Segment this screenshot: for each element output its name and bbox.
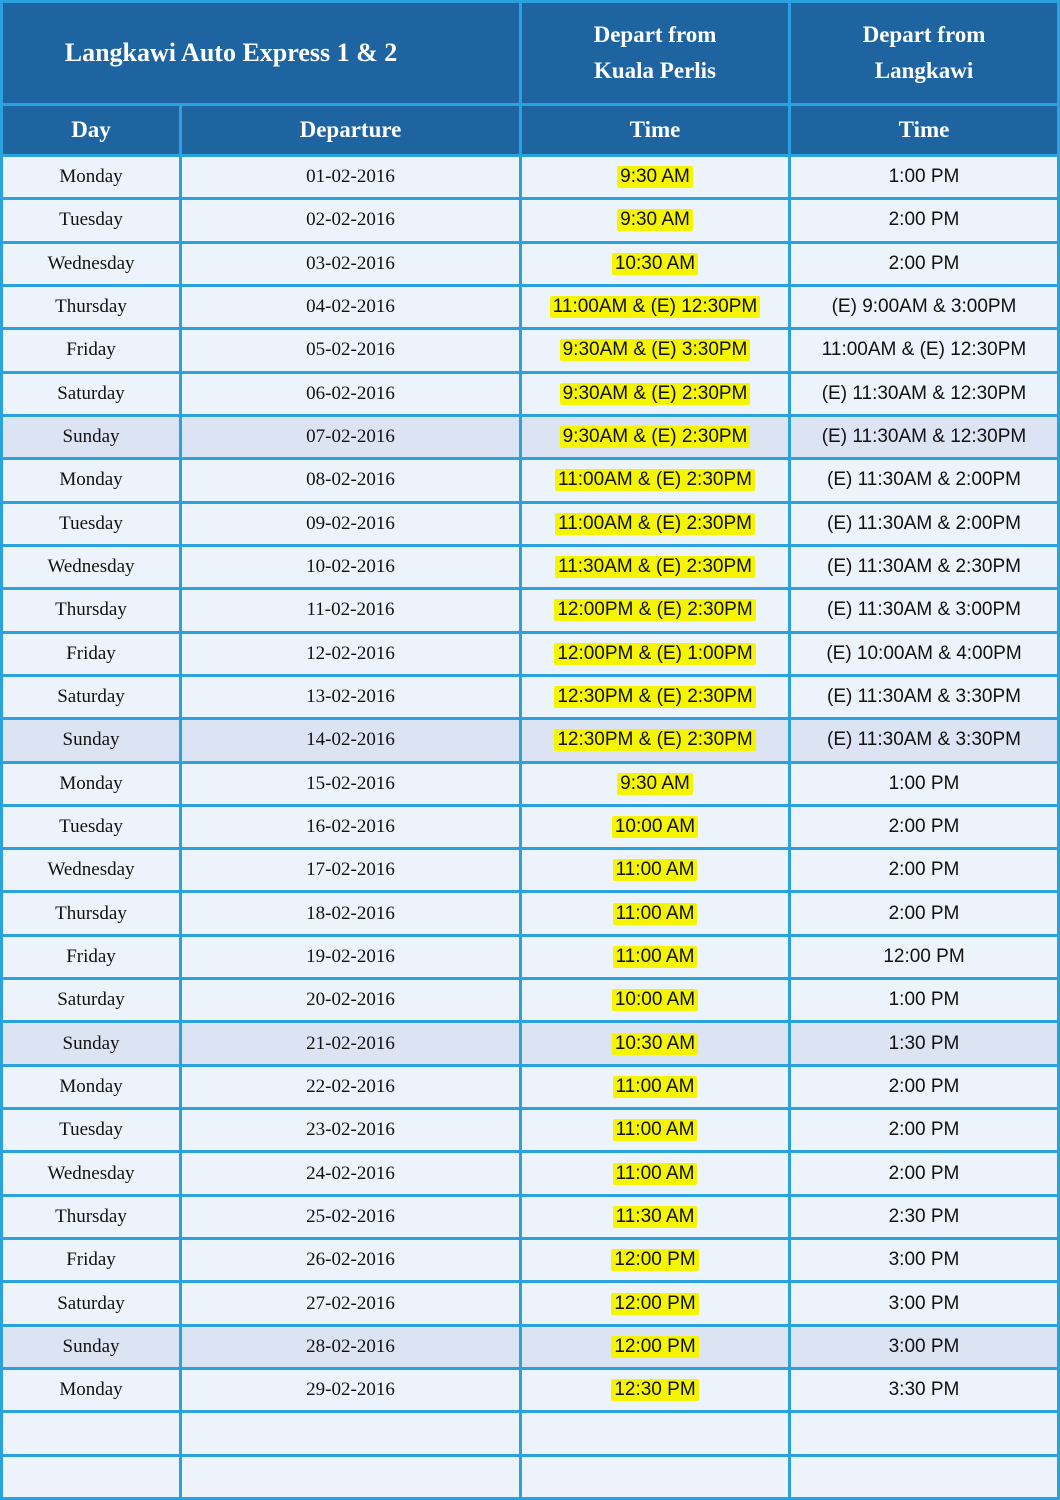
cell-langkawi-time [791, 157, 1057, 197]
cell-departure-date [182, 980, 519, 1020]
cell-kuala-perlis-time [522, 547, 788, 587]
cell-departure-date-text: 29-02-2016 [306, 1379, 395, 1401]
cell-departure-date-text: 18-02-2016 [306, 902, 395, 924]
cell-kuala-perlis-time [522, 1283, 788, 1323]
cell-departure-date [182, 244, 519, 284]
cell-kuala-perlis-time-text: 9:30AM & (E) 3:30PM [560, 339, 751, 361]
cell-kuala-perlis-time [522, 634, 788, 674]
cell-day-text: Tuesday [59, 209, 123, 231]
cell-day-text: Friday [66, 945, 116, 967]
cell-langkawi-time [791, 764, 1057, 804]
cell-departure-date [182, 590, 519, 630]
cell-kuala-perlis-time-text: 12:30PM & (E) 2:30PM [554, 686, 755, 708]
cell-day [3, 1240, 179, 1280]
cell-langkawi-time-text: (E) 9:00AM & 3:00PM [831, 296, 1017, 318]
cell-kuala-perlis-time [522, 807, 788, 847]
cell-day-text: Friday [66, 1249, 116, 1271]
cell-day [3, 1327, 179, 1367]
cell-day-text: Wednesday [47, 1162, 135, 1184]
cell-kuala-perlis-time-text: 10:00 AM [612, 816, 698, 838]
cell-departure-date [182, 764, 519, 804]
cell-day-text: Sunday [62, 426, 120, 448]
cell-departure-date [182, 1370, 519, 1410]
cell-departure-date-text: 09-02-2016 [306, 512, 395, 534]
cell-departure-date-text: 26-02-2016 [306, 1249, 395, 1271]
cell-kuala-perlis-time [522, 1153, 788, 1193]
cell-kuala-perlis-time-text: 11:00AM & (E) 2:30PM [555, 469, 755, 491]
cell-departure-date [182, 330, 519, 370]
cell-langkawi-time-text: (E) 11:30AM & 2:30PM [827, 556, 1021, 578]
cell-day [3, 1023, 179, 1063]
cell-kuala-perlis-time-text: 11:00 AM [613, 859, 698, 881]
cell-day-text: Sunday [62, 1032, 120, 1054]
cell-day [3, 287, 179, 327]
cell-langkawi-time-text: (E) 10:00AM & 4:00PM [826, 642, 1022, 664]
cell-kuala-perlis-time-text: 12:00PM & (E) 2:30PM [554, 599, 755, 621]
cell-day [3, 634, 179, 674]
cell-day-text: Monday [59, 1075, 123, 1097]
cell-departure-date-text: 21-02-2016 [306, 1032, 395, 1054]
cell-day [3, 200, 179, 240]
cell-day [3, 330, 179, 370]
cell-day-text: Saturday [57, 989, 125, 1011]
cell-langkawi-time-text: 2:00 PM [888, 859, 960, 881]
cell-departure-date-text: 08-02-2016 [306, 469, 395, 491]
cell-langkawi-time-text: 1:00 PM [888, 989, 960, 1011]
cell-kuala-perlis-time-text: 9:30AM & (E) 2:30PM [560, 383, 751, 405]
cell-departure-date [182, 1327, 519, 1367]
cell-departure-date-text: 15-02-2016 [306, 772, 395, 794]
cell-departure-date-text: 02-02-2016 [306, 209, 395, 231]
cell-langkawi-time-text: (E) 11:30AM & 2:00PM [827, 512, 1021, 534]
cell-langkawi-time [791, 547, 1057, 587]
cell-day-text: Monday [59, 1379, 123, 1401]
cell-day [3, 1370, 179, 1410]
header-lk-line1: Depart from [862, 22, 986, 47]
cell-langkawi-time-text: 2:00 PM [888, 252, 960, 274]
cell-kuala-perlis-time-text: 11:30 AM [613, 1206, 698, 1228]
cell-langkawi-time [791, 893, 1057, 933]
cell-langkawi-time-text: (E) 11:30AM & 3:30PM [827, 729, 1021, 751]
cell-day [3, 1153, 179, 1193]
cell-day-text: Thursday [55, 599, 127, 621]
cell-departure-date-text: 12-02-2016 [306, 642, 395, 664]
cell-langkawi-time-text: 2:00 PM [888, 902, 960, 924]
cell-langkawi-time [791, 1327, 1057, 1367]
cell-kuala-perlis-time-text: 12:00 PM [611, 1293, 698, 1315]
cell-kuala-perlis-time-text: 9:30AM & (E) 2:30PM [560, 426, 751, 448]
cell-langkawi-time [791, 287, 1057, 327]
cell-langkawi-time [791, 1153, 1057, 1193]
cell-kuala-perlis-time [522, 1110, 788, 1150]
cell-langkawi-time-text: 2:00 PM [888, 1075, 960, 1097]
cell-day-text: Saturday [57, 1292, 125, 1314]
cell-kuala-perlis-time-text: 9:30 AM [617, 209, 693, 231]
cell-departure-date [182, 1240, 519, 1280]
cell-departure-date [182, 807, 519, 847]
cell-departure-date [182, 634, 519, 674]
cell-day-text: Friday [66, 642, 116, 664]
cell-langkawi-time [791, 417, 1057, 457]
cell-kuala-perlis-time [522, 1240, 788, 1280]
header-kp-line2: Kuala Perlis [593, 58, 717, 83]
cell-kuala-perlis-time [522, 764, 788, 804]
cell-langkawi-time-text: 3:00 PM [888, 1335, 960, 1357]
header-depart-langkawi [791, 3, 1057, 103]
cell-departure-date [182, 287, 519, 327]
cell-departure-date-text: 05-02-2016 [306, 339, 395, 361]
cell-day [3, 677, 179, 717]
cell-kuala-perlis-time-text: 11:30AM & (E) 2:30PM [555, 556, 755, 578]
cell-kuala-perlis-time-text: 10:00 AM [612, 989, 698, 1011]
cell-langkawi-time-text: 1:30 PM [888, 1032, 960, 1054]
cell-langkawi-time [791, 807, 1057, 847]
cell-day-text: Monday [59, 469, 123, 491]
cell-langkawi-time-text: 12:00 PM [883, 945, 965, 967]
cell-langkawi-time [791, 1240, 1057, 1280]
cell-day [3, 1110, 179, 1150]
cell-day-text: Monday [59, 166, 123, 188]
cell-day-text: Thursday [55, 1205, 127, 1227]
cell-langkawi-time-text: 2:30 PM [888, 1205, 960, 1227]
cell-langkawi-time [791, 720, 1057, 760]
cell-kuala-perlis-time [522, 504, 788, 544]
cell-langkawi-time-text: 3:30 PM [888, 1379, 960, 1401]
cell-departure-date [182, 1067, 519, 1107]
cell-kuala-perlis-time-text: 11:00 AM [613, 1163, 698, 1185]
cell-day-text: Friday [66, 339, 116, 361]
cell-day-text: Wednesday [47, 556, 135, 578]
cell-kuala-perlis-time [522, 1023, 788, 1063]
cell-langkawi-time [791, 1283, 1057, 1323]
cell-kuala-perlis-time-text: 10:30 AM [612, 1033, 698, 1055]
cell-langkawi-time-text: 2:00 PM [888, 1162, 960, 1184]
cell-departure-date-text: 07-02-2016 [306, 426, 395, 448]
cell-departure-date-text: 04-02-2016 [306, 296, 395, 318]
cell-departure-date-text: 25-02-2016 [306, 1205, 395, 1227]
header-lk-line2: Langkawi [874, 58, 974, 83]
cell-kuala-perlis-time-text: 12:30 PM [611, 1379, 698, 1401]
cell-langkawi-time [791, 850, 1057, 890]
cell-departure-date [182, 460, 519, 500]
cell-kuala-perlis-time-text: 12:00 PM [611, 1336, 698, 1358]
cell-departure-date-text: 19-02-2016 [306, 945, 395, 967]
cell-langkawi-time-text: (E) 11:30AM & 12:30PM [821, 382, 1027, 404]
cell-kuala-perlis-time [522, 980, 788, 1020]
cell-langkawi-time [791, 1413, 1057, 1453]
cell-langkawi-time [791, 330, 1057, 370]
cell-langkawi-time-text: 3:00 PM [888, 1249, 960, 1271]
cell-langkawi-time [791, 1197, 1057, 1237]
column-header-lk-time: Time [791, 106, 1057, 154]
cell-departure-date [182, 200, 519, 240]
cell-langkawi-time-text: 2:00 PM [888, 815, 960, 837]
cell-day-text: Sunday [62, 1335, 120, 1357]
cell-langkawi-time-text: (E) 11:30AM & 12:30PM [821, 426, 1027, 448]
cell-kuala-perlis-time [522, 1067, 788, 1107]
cell-langkawi-time-text: 2:00 PM [888, 1119, 960, 1141]
cell-langkawi-time [791, 1023, 1057, 1063]
cell-kuala-perlis-time [522, 850, 788, 890]
cell-langkawi-time [791, 1457, 1057, 1497]
cell-day-text: Thursday [55, 296, 127, 318]
cell-kuala-perlis-time [522, 1197, 788, 1237]
cell-langkawi-time [791, 1067, 1057, 1107]
cell-langkawi-time-text: (E) 11:30AM & 2:00PM [827, 469, 1021, 491]
cell-day [3, 590, 179, 630]
cell-langkawi-time [791, 937, 1057, 977]
cell-kuala-perlis-time-text: 12:00 PM [611, 1249, 698, 1271]
cell-kuala-perlis-time [522, 1413, 788, 1453]
cell-departure-date [182, 417, 519, 457]
cell-day-text: Saturday [57, 686, 125, 708]
cell-day [3, 1457, 179, 1497]
cell-departure-date-text: 03-02-2016 [306, 252, 395, 274]
cell-departure-date-text: 16-02-2016 [306, 815, 395, 837]
cell-kuala-perlis-time [522, 244, 788, 284]
cell-langkawi-time [791, 980, 1057, 1020]
cell-kuala-perlis-time [522, 417, 788, 457]
header-kp-line1: Depart from [593, 22, 717, 47]
cell-day-text: Thursday [55, 902, 127, 924]
cell-day [3, 850, 179, 890]
cell-day [3, 1413, 179, 1453]
cell-departure-date-text: 11-02-2016 [306, 599, 395, 621]
cell-departure-date [182, 1197, 519, 1237]
cell-kuala-perlis-time-text: 11:00AM & (E) 12:30PM [550, 296, 761, 318]
cell-langkawi-time [791, 1370, 1057, 1410]
cell-langkawi-time [791, 200, 1057, 240]
cell-langkawi-time [791, 677, 1057, 717]
cell-langkawi-time [791, 504, 1057, 544]
cell-kuala-perlis-time-text: 11:00AM & (E) 2:30PM [555, 513, 755, 535]
cell-departure-date-text: 23-02-2016 [306, 1119, 395, 1141]
cell-kuala-perlis-time [522, 460, 788, 500]
cell-kuala-perlis-time-text: 11:00 AM [613, 1119, 698, 1141]
column-header-kp-time: Time [522, 106, 788, 154]
cell-departure-date [182, 677, 519, 717]
cell-day [3, 460, 179, 500]
cell-kuala-perlis-time-text: 9:30 AM [617, 166, 693, 188]
cell-departure-date-text: 10-02-2016 [306, 556, 395, 578]
column-header-day: Day [3, 106, 179, 154]
cell-departure-date [182, 1283, 519, 1323]
cell-langkawi-time [791, 590, 1057, 630]
cell-langkawi-time [791, 460, 1057, 500]
cell-departure-date-text: 06-02-2016 [306, 382, 395, 404]
cell-langkawi-time-text: (E) 11:30AM & 3:30PM [827, 686, 1021, 708]
cell-kuala-perlis-time [522, 200, 788, 240]
cell-day [3, 374, 179, 414]
cell-day-text: Tuesday [59, 1119, 123, 1141]
cell-day [3, 807, 179, 847]
cell-day [3, 764, 179, 804]
cell-kuala-perlis-time [522, 1370, 788, 1410]
cell-kuala-perlis-time [522, 287, 788, 327]
cell-kuala-perlis-time-text: 12:00PM & (E) 1:00PM [554, 643, 755, 665]
cell-day [3, 417, 179, 457]
cell-day [3, 1197, 179, 1237]
cell-departure-date [182, 547, 519, 587]
cell-day [3, 547, 179, 587]
cell-day-text: Monday [59, 772, 123, 794]
cell-kuala-perlis-time-text: 9:30 AM [617, 773, 693, 795]
cell-departure-date [182, 937, 519, 977]
cell-kuala-perlis-time [522, 893, 788, 933]
cell-day [3, 893, 179, 933]
cell-day-text: Wednesday [47, 252, 135, 274]
cell-departure-date-text: 20-02-2016 [306, 989, 395, 1011]
cell-departure-date [182, 850, 519, 890]
cell-departure-date-text: 28-02-2016 [306, 1335, 395, 1357]
cell-day-text: Wednesday [47, 859, 135, 881]
cell-kuala-perlis-time-text: 10:30 AM [612, 253, 698, 275]
cell-departure-date-text: 13-02-2016 [306, 686, 395, 708]
header-depart-kuala-perlis [522, 3, 788, 103]
cell-langkawi-time-text: 11:00AM & (E) 12:30PM [821, 339, 1027, 361]
column-header-departure: Departure [182, 106, 519, 154]
cell-departure-date [182, 893, 519, 933]
cell-departure-date [182, 720, 519, 760]
cell-kuala-perlis-time [522, 937, 788, 977]
cell-departure-date [182, 1110, 519, 1150]
cell-departure-date [182, 1153, 519, 1193]
cell-day-text: Sunday [62, 729, 120, 751]
cell-day [3, 504, 179, 544]
cell-departure-date [182, 1457, 519, 1497]
cell-departure-date-text: 01-02-2016 [306, 166, 395, 188]
cell-departure-date [182, 1413, 519, 1453]
cell-langkawi-time [791, 1110, 1057, 1150]
cell-departure-date-text: 17-02-2016 [306, 859, 395, 881]
cell-langkawi-time [791, 244, 1057, 284]
cell-kuala-perlis-time-text: 11:00 AM [613, 1076, 698, 1098]
cell-kuala-perlis-time-text: 12:30PM & (E) 2:30PM [554, 729, 755, 751]
cell-day [3, 244, 179, 284]
cell-day [3, 720, 179, 760]
cell-day [3, 980, 179, 1020]
cell-day-text: Tuesday [59, 815, 123, 837]
cell-day [3, 937, 179, 977]
cell-kuala-perlis-time-text: 11:00 AM [613, 903, 698, 925]
cell-kuala-perlis-time [522, 374, 788, 414]
cell-kuala-perlis-time [522, 590, 788, 630]
cell-langkawi-time-text: 3:00 PM [888, 1292, 960, 1314]
cell-day [3, 1283, 179, 1323]
cell-day [3, 157, 179, 197]
cell-langkawi-time [791, 374, 1057, 414]
cell-day-text: Saturday [57, 382, 125, 404]
cell-langkawi-time-text: 2:00 PM [888, 209, 960, 231]
table-title: Langkawi Auto Express 1 & 2 [3, 3, 519, 103]
cell-kuala-perlis-time [522, 1327, 788, 1367]
cell-departure-date [182, 157, 519, 197]
cell-day-text: Tuesday [59, 512, 123, 534]
cell-langkawi-time-text: 1:00 PM [888, 166, 960, 188]
cell-departure-date-text: 22-02-2016 [306, 1075, 395, 1097]
cell-day [3, 1067, 179, 1107]
cell-kuala-perlis-time-text: 11:00 AM [613, 946, 698, 968]
cell-kuala-perlis-time [522, 157, 788, 197]
cell-departure-date-text: 27-02-2016 [306, 1292, 395, 1314]
cell-langkawi-time [791, 634, 1057, 674]
cell-langkawi-time-text: 1:00 PM [888, 772, 960, 794]
cell-kuala-perlis-time [522, 677, 788, 717]
cell-departure-date [182, 1023, 519, 1063]
cell-kuala-perlis-time [522, 1457, 788, 1497]
cell-departure-date [182, 374, 519, 414]
cell-langkawi-time-text: (E) 11:30AM & 3:00PM [827, 599, 1021, 621]
cell-departure-date [182, 504, 519, 544]
cell-departure-date-text: 24-02-2016 [306, 1162, 395, 1184]
cell-departure-date-text: 14-02-2016 [306, 729, 395, 751]
cell-kuala-perlis-time [522, 330, 788, 370]
cell-kuala-perlis-time [522, 720, 788, 760]
